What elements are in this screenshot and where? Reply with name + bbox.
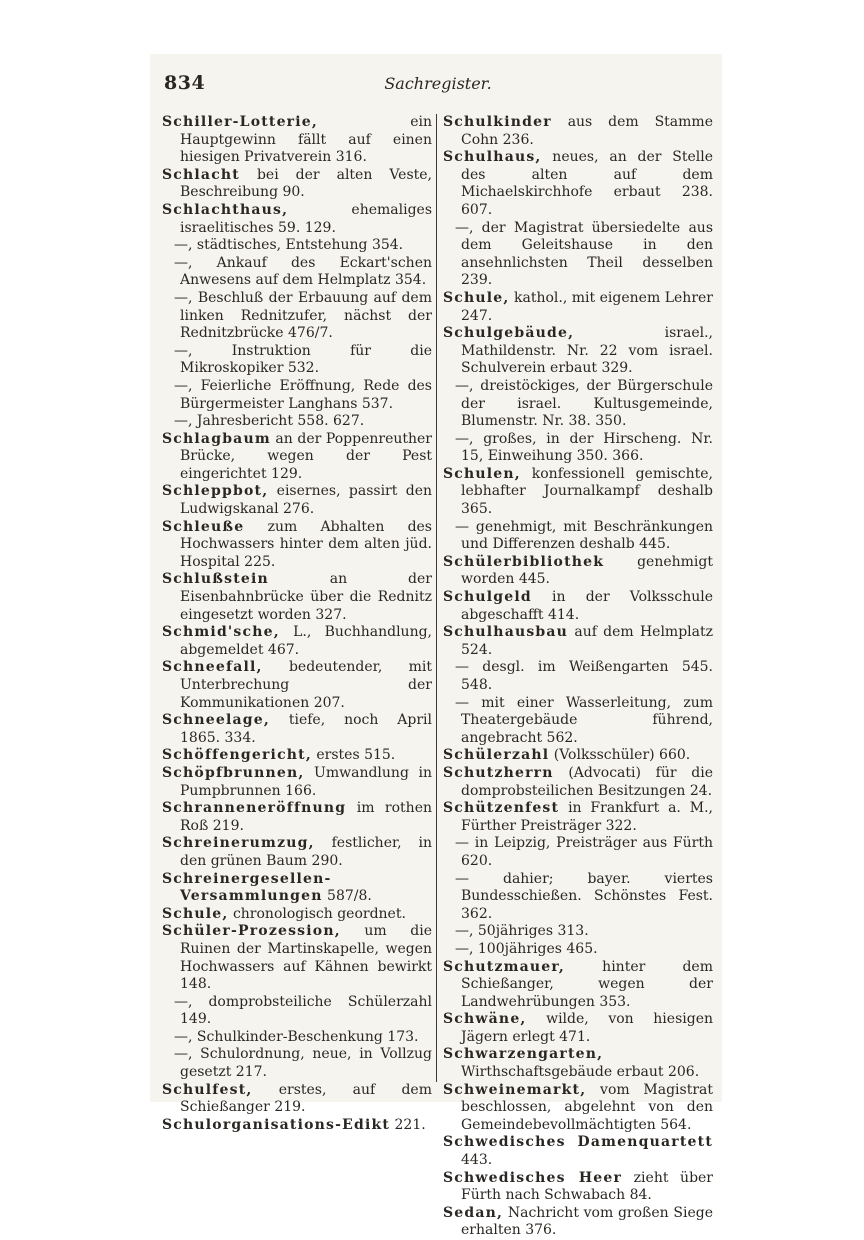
index-entry-heading: Schneefall, [162, 659, 263, 676]
index-entry-text: — in Leipzig, Preisträger aus Fürth 620. [455, 835, 713, 869]
index-entry-text: 587/8. [322, 888, 372, 905]
index-entry [162, 624, 432, 659]
index-entry-text: kathol., mit eigenem Lehrer 247. [461, 289, 713, 324]
index-entry-text: L., Buchhandlung, abgemeldet 467. [180, 624, 432, 658]
index-entry-text: Wirthschaftsgebäude erbaut 206. [461, 1064, 700, 1081]
running-head: Sachregister. [384, 74, 492, 93]
index-entry [443, 695, 713, 748]
right-column [443, 114, 713, 1240]
index-entry-text: vom Magistrat beschlossen, abgelehnt von den Gemeindebevollmächtigten 564. [461, 1081, 713, 1133]
index-entry [162, 167, 432, 202]
index-entry [443, 1082, 713, 1135]
index-entry [162, 1029, 432, 1047]
index-entry-heading: Schwedisches Heer [443, 1169, 623, 1186]
column-divider [436, 114, 437, 1082]
index-entry [443, 378, 713, 431]
index-entry-heading: Schlachthaus, [162, 201, 289, 218]
index-entry [443, 589, 713, 624]
index-entry-text: israel., Mathildenstr. Nr. 22 vom israel. Schulverein erbaut 329. [461, 325, 713, 377]
index-entry-heading: Schwarzengarten, [443, 1046, 604, 1063]
index-entry [443, 466, 713, 519]
index-entry [162, 431, 432, 484]
index-entry-heading: Schöffengericht, [162, 747, 312, 764]
index-entry-text: an der Eisenbahnbrücke über die Rednitz eingesetzt worden 327. [180, 571, 432, 623]
index-entry-text: in der Volksschule abgeschafft 414. [461, 589, 713, 623]
index-entry-text: —, Schulordnung, neue, in Vollzug gesetzt 217. [174, 1046, 432, 1081]
index-entry-text: Nachricht vom großen Siege erhalten 376. [461, 1204, 713, 1239]
index-entry-text: —, 50jähriges 313. [455, 923, 589, 940]
index-entry [443, 325, 713, 378]
index-entry-text: — genehmigt, mit Beschränkungen und Differenzen deshalb 445. [455, 518, 713, 553]
index-entry-text: —, städtisches, Entstehung 354. [174, 237, 404, 254]
index-entry-heading: Schneelage, [162, 712, 270, 729]
index-entry-text: bei der alten Veste, Beschreibung 90. [180, 166, 432, 201]
index-entry-text: hinter dem Schießanger, wegen der Landwehrübungen 353. [461, 958, 713, 1010]
page-number: 834 [164, 72, 206, 94]
index-entry [443, 871, 713, 924]
index-entry-text: —, Instruktion für die Mikroskopiker 532. [174, 342, 432, 377]
index-entry [443, 1205, 713, 1240]
index-entry [443, 1170, 713, 1205]
index-entry-text: im rothen Roß 219. [180, 800, 432, 834]
index-entry-text: — mit einer Wasserleitung, zum Theatergebäude führend, angebracht 562. [455, 694, 713, 746]
index-entry [443, 747, 713, 765]
index-entry-heading: Schutzmauer, [443, 958, 566, 975]
index-entry [162, 290, 432, 343]
index-entry [443, 149, 713, 219]
book-page [150, 54, 722, 1239]
index-entry [443, 1134, 713, 1169]
index-entry [162, 1046, 432, 1081]
index-entry-text: —, dreistöckiges, der Bürgerschule der israel. Kultusgemeinde, Blumenstr. Nr. 38. 350. [455, 377, 713, 430]
index-entry-heading: Schleuße [162, 518, 245, 535]
index-entry [162, 871, 432, 906]
index-entry [162, 255, 432, 290]
index-entry [162, 994, 432, 1029]
index-entry [162, 114, 432, 167]
index-entry-heading: Schlacht [162, 166, 240, 183]
index-entry-text: (Advocati) für die domprobsteilichen Besitzungen 24. [461, 764, 713, 799]
index-entry [162, 378, 432, 413]
index-entry-text: zum Abhalten des Hochwassers hinter dem alten jüd. Hospital 225. [180, 518, 432, 570]
index-entry-text: — dahier; bayer. viertes Bundesschießen. Schönstes Fest. 362. [455, 870, 713, 922]
index-entry-heading: Schiller-Lotterie, [162, 114, 318, 130]
index-entry-heading: Sedan, [443, 1204, 504, 1221]
index-entry-text: —, Jahresbericht 558. 627. [174, 413, 365, 430]
index-entry [443, 659, 713, 694]
index-entry [443, 800, 713, 835]
index-entry [162, 1082, 432, 1117]
index-entry-text: —, großes, in der Hirscheng. Nr. 15, Einweihung 350. 366. [455, 430, 713, 465]
index-entry-text: aus dem Stamme Cohn 236. [461, 114, 713, 148]
index-entry [162, 202, 432, 237]
index-entry [443, 519, 713, 554]
index-entry [443, 554, 713, 589]
index-entry-heading: Schwedisches Damenquartett [443, 1134, 713, 1151]
index-entry-text: —, Schulkinder-Beschenkung 173. [174, 1028, 419, 1045]
index-entry-heading: Schmid'sche, [162, 624, 280, 641]
index-entry-text: tiefe, noch April 1865. 334. [180, 712, 432, 746]
index-entry-text: Umwandlung in Pumpbrunnen 166. [180, 764, 432, 799]
index-entry [162, 835, 432, 870]
index-entry-heading: Schule, [162, 905, 229, 922]
index-entry-heading: Schleppbot, [162, 483, 269, 500]
index-entry-heading: Schule, [443, 289, 510, 306]
index-entry-text: erstes, auf dem Schießanger 219. [180, 1081, 432, 1116]
index-entry-text: ein Hauptgewinn fällt auf einen hiesigen Privatverein 316. [180, 114, 432, 166]
index-entry-text: chronologisch geordnet. [228, 905, 406, 922]
index-entry-text: —, Feierliche Eröffnung, Rede des Bürgermeister Langhans 537. [174, 377, 432, 412]
index-entry-text: festlicher, in den grünen Baum 290. [180, 835, 432, 869]
index-entry [162, 519, 432, 572]
index-entry-text: konfessionell gemischte, lebhafter Journalkampf deshalb 365. [461, 465, 713, 518]
index-entry-heading: Schulhaus, [443, 149, 542, 166]
index-entry-heading: Schülerzahl [443, 747, 550, 764]
index-entry-heading: Schülerbibliothek [443, 553, 605, 570]
index-entry-heading: Schulfest, [162, 1081, 253, 1098]
index-entry [443, 959, 713, 1012]
index-entry [443, 835, 713, 870]
index-entry [162, 765, 432, 800]
index-entry-text: bedeutender, mit Unterbrechung der Kommunikationen 207. [180, 659, 432, 711]
index-entry [443, 431, 713, 466]
index-entry [162, 571, 432, 624]
index-entry-text: eisernes, passirt den Ludwigskanal 276. [180, 483, 432, 518]
index-entry-text: an der Poppenreuther Brücke, wegen der Pest eingerichtet 129. [180, 430, 432, 482]
index-entry-text: — desgl. im Weißengarten 545. 548. [455, 659, 713, 693]
index-entry-text: wilde, von hiesigen Jägern erlegt 471. [461, 1011, 713, 1045]
index-entry [162, 659, 432, 712]
index-entry [162, 343, 432, 378]
index-entry-text: ehemaliges israelitisches 59. 129. [180, 201, 432, 236]
index-entry [162, 747, 432, 765]
index-entry-heading: Schulgeld [443, 589, 532, 606]
index-entry-text: zieht über Fürth nach Schwabach 84. [461, 1169, 714, 1204]
index-entry [443, 114, 713, 149]
left-column [162, 114, 432, 1134]
index-entry-heading: Schüler-Prozession, [162, 923, 341, 940]
index-entry [443, 1046, 713, 1081]
index-entry-text: genehmigt worden 445. [461, 553, 713, 588]
index-entry-heading: Schutzherrn [443, 764, 554, 781]
index-entry [162, 413, 432, 431]
index-entry-heading: Schulkinder [443, 114, 552, 130]
index-entry [443, 1011, 713, 1046]
index-entry [162, 923, 432, 993]
index-entry-heading: Schlußstein [162, 571, 269, 588]
index-entry-heading: Schlagbaum [162, 430, 271, 447]
index-entry-heading: Schöpfbrunnen, [162, 764, 305, 781]
index-entry-text: um die Ruinen der Martinskapelle, wegen Hochwassers auf Kähnen bewirkt 148. [180, 923, 432, 993]
index-entry-heading: Schwäne, [443, 1011, 527, 1028]
index-entry-text: —, domprobsteiliche Schülerzahl 149. [174, 993, 432, 1028]
index-entry-text: —, Ankauf des Eckart'schen Anwesens auf dem Helmplatz 354. [174, 254, 432, 289]
index-entry [162, 1117, 432, 1135]
index-entry-text: in Frankfurt a. M., Fürther Preisträger 322. [461, 800, 713, 834]
index-entry-heading: Schulorganisations-Edikt [162, 1116, 391, 1133]
index-entry [443, 624, 713, 659]
index-entry-text: 443. [461, 1152, 493, 1169]
index-entry-text: (Volksschüler) 660. [549, 747, 691, 764]
index-entry-text: erstes 515. [311, 747, 396, 764]
index-entry-heading: Schreinergesellen-Versammlungen [162, 870, 332, 905]
index-entry [443, 941, 713, 959]
index-entry [443, 765, 713, 800]
index-entry [162, 237, 432, 255]
index-entry-heading: Schulhausbau [443, 624, 569, 641]
index-entry-text: 221. [390, 1116, 426, 1133]
index-entry [162, 800, 432, 835]
index-entry-heading: Schweinemarkt, [443, 1081, 587, 1098]
index-entry-text: —, Beschluß der Erbauung auf dem linken Rednitzufer, nächst der Rednitzbrücke 476/7. [174, 289, 432, 342]
index-entry [162, 483, 432, 518]
index-entry-text: —, 100jähriges 465. [455, 940, 598, 957]
index-entry [443, 290, 713, 325]
page-header [164, 72, 712, 102]
index-entry-heading: Schützenfest [443, 800, 560, 817]
index-entry [443, 923, 713, 941]
index-entry [162, 906, 432, 924]
index-entry [162, 712, 432, 747]
index-entry-heading: Schulgebäude, [443, 325, 575, 342]
index-entry-heading: Schreinerumzug, [162, 835, 315, 852]
index-entry-heading: Schulen, [443, 465, 521, 482]
index-entry-heading: Schranneneröffnung [162, 800, 347, 817]
index-entry-text: neues, an der Stelle des alten auf dem Michaelskirchhofe erbaut 238. 607. [461, 149, 713, 218]
index-entry-text: auf dem Helmplatz 524. [461, 624, 713, 658]
index-entry-text: —, der Magistrat übersiedelte aus dem Geleitshause in den ansehnlichsten Theil desselben 239. [455, 219, 713, 289]
index-entry [443, 220, 713, 290]
